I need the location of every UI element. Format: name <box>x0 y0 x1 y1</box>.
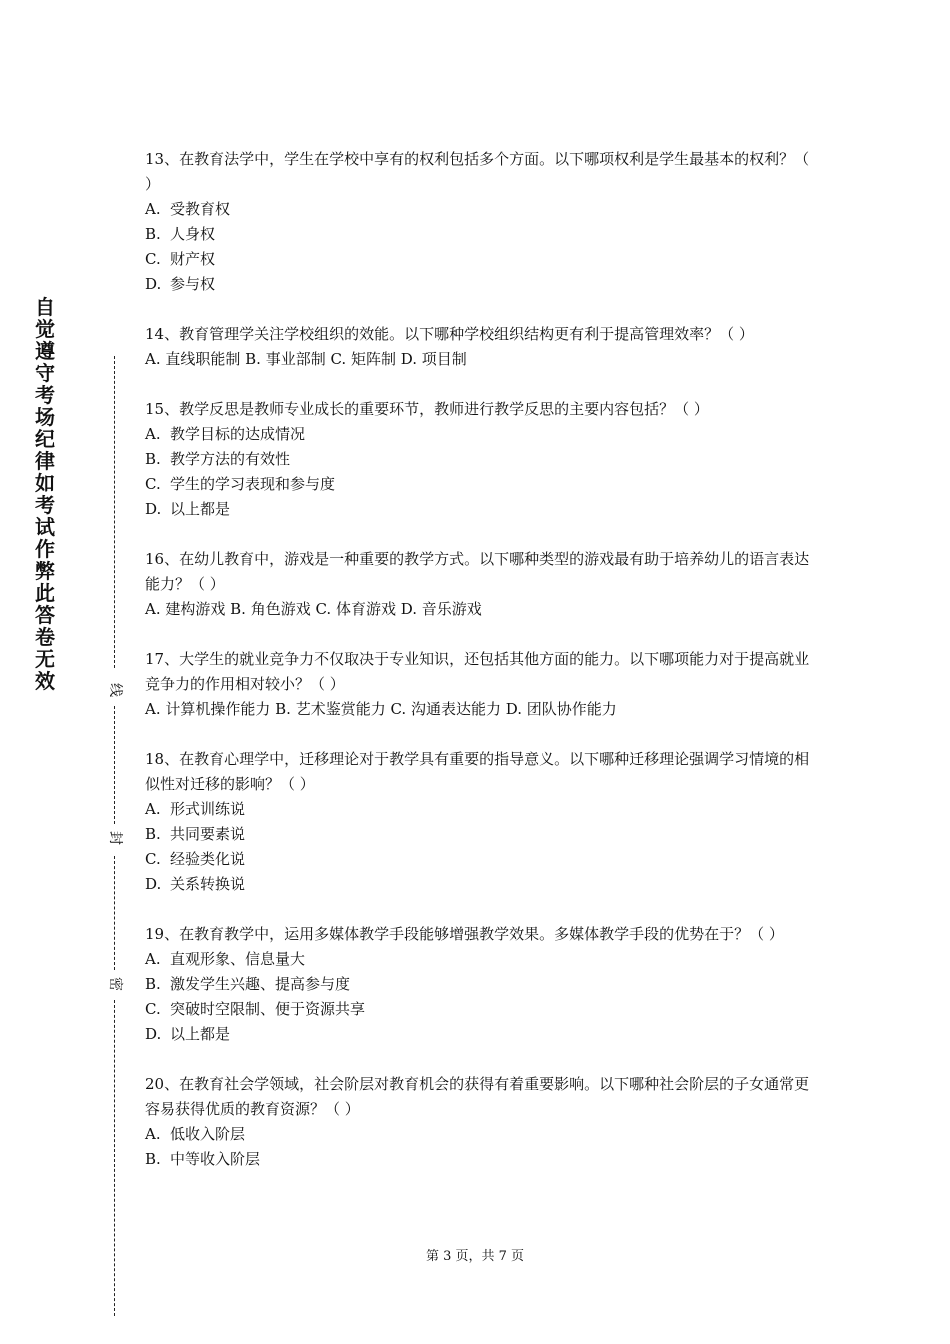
question-16 <box>145 547 815 622</box>
option-text: 经验类化说 <box>170 850 246 868</box>
option-text: 学生的学习表现和参与度 <box>170 475 336 493</box>
option-text: 中等收入阶层 <box>170 1150 261 1168</box>
option-letter: C. <box>145 1000 161 1018</box>
option-list <box>145 197 815 297</box>
option-text: 以上都是 <box>170 1025 231 1043</box>
option-a <box>145 197 815 222</box>
binding-secret-char: 密 <box>107 977 123 991</box>
option-letter: C. <box>145 250 161 268</box>
inline-options: A. 直线职能制 B. 事业部制 C. 矩阵制 D. 项目制 <box>145 350 467 368</box>
option-d <box>145 872 815 897</box>
question-19 <box>145 922 815 1047</box>
option-letter: A. <box>145 425 161 443</box>
question-list <box>145 147 815 1197</box>
question-13 <box>145 147 815 297</box>
option-c <box>145 997 815 1022</box>
inline-options: A. 建构游戏 B. 角色游戏 C. 体育游戏 D. 音乐游戏 <box>145 600 482 618</box>
option-a <box>145 797 815 822</box>
question-stem: 15、教学反思是教师专业成长的重要环节，教师进行教学反思的主要内容包括？（ ） <box>145 400 709 418</box>
binding-dashed-line <box>114 706 115 824</box>
binding-dashed-line <box>114 1000 115 1316</box>
question-20 <box>145 1072 815 1172</box>
option-b <box>145 972 815 997</box>
option-list <box>145 947 815 1047</box>
option-letter: B. <box>145 225 161 243</box>
question-stem: 20、在教育社会学领域，社会阶层对教育机会的获得有着重要影响。以下哪种社会阶层的子女通常更容易获得优质的教育资源？（ ） <box>145 1075 810 1118</box>
option-letter: A. <box>145 950 161 968</box>
question-15 <box>145 397 815 522</box>
option-letter: A. <box>145 1125 161 1143</box>
binding-dashed-line <box>114 356 115 668</box>
question-stem: 17、大学生的就业竞争力不仅取决于专业知识，还包括其他方面的能力。以下哪项能力对于提高就业竞争力的作用相对较小？（ ） <box>145 650 810 693</box>
option-text: 形式训练说 <box>170 800 246 818</box>
option-a <box>145 1122 815 1147</box>
option-letter: B. <box>145 975 161 993</box>
option-text: 关系转换说 <box>170 875 246 893</box>
option-text: 激发学生兴趣、提高参与度 <box>170 975 351 993</box>
option-text: 教学方法的有效性 <box>170 450 291 468</box>
question-14 <box>145 322 815 372</box>
option-text: 财产权 <box>170 250 216 268</box>
option-letter: B. <box>145 825 161 843</box>
option-text: 教学目标的达成情况 <box>170 425 306 443</box>
option-list <box>145 797 815 897</box>
exam-discipline-warning: 自觉遵守考场纪律如考试作弊此答卷无效 <box>35 295 55 693</box>
option-letter: D. <box>145 500 162 518</box>
option-letter: A. <box>145 800 161 818</box>
binding-line-char: 线 <box>107 683 123 697</box>
binding-margin <box>0 0 140 1344</box>
option-text: 以上都是 <box>170 500 231 518</box>
question-stem: 13、在教育法学中，学生在学校中享有的权利包括多个方面。以下哪项权利是学生最基本的权利？（ ） <box>145 150 810 193</box>
question-18 <box>145 747 815 897</box>
option-c <box>145 847 815 872</box>
option-letter: C. <box>145 475 161 493</box>
option-letter: B. <box>145 450 161 468</box>
option-letter: B. <box>145 1150 161 1168</box>
option-text: 共同要素说 <box>170 825 246 843</box>
binding-seal-char: 封 <box>107 831 123 845</box>
option-d <box>145 497 815 522</box>
option-d <box>145 272 815 297</box>
option-c <box>145 472 815 497</box>
option-c <box>145 247 815 272</box>
question-stem: 14、教育管理学关注学校组织的效能。以下哪种学校组织结构更有利于提高管理效率？（ ） <box>145 325 754 343</box>
option-list <box>145 1122 815 1172</box>
question-stem: 16、在幼儿教育中，游戏是一种重要的教学方式。以下哪种类型的游戏最有助于培养幼儿的语言表达能力？（ ） <box>145 550 810 593</box>
option-b <box>145 1147 815 1172</box>
inline-options: A. 计算机操作能力 B. 艺术鉴赏能力 C. 沟通表达能力 D. 团队协作能力 <box>145 700 617 718</box>
option-b <box>145 822 815 847</box>
option-d <box>145 1022 815 1047</box>
page-number: 第 3 页，共 7 页 <box>425 1249 525 1264</box>
question-stem: 18、在教育心理学中，迁移理论对于教学具有重要的指导意义。以下哪种迁移理论强调学习情境的相似性对迁移的影响？（ ） <box>145 750 810 793</box>
option-letter: D. <box>145 1025 162 1043</box>
option-text: 突破时空限制、便于资源共享 <box>170 1000 366 1018</box>
question-17 <box>145 647 815 722</box>
option-text: 直观形象、信息量大 <box>170 950 306 968</box>
binding-dashed-line <box>114 856 115 970</box>
option-text: 低收入阶层 <box>170 1125 246 1143</box>
option-text: 受教育权 <box>170 200 231 218</box>
option-letter: D. <box>145 275 162 293</box>
option-b <box>145 447 815 472</box>
option-list <box>145 422 815 522</box>
option-a <box>145 947 815 972</box>
option-text: 人身权 <box>170 225 216 243</box>
option-a <box>145 422 815 447</box>
option-letter: C. <box>145 850 161 868</box>
option-letter: D. <box>145 875 162 893</box>
option-b <box>145 222 815 247</box>
question-stem: 19、在教育教学中，运用多媒体教学手段能够增强教学效果。多媒体教学手段的优势在于？（ ） <box>145 925 784 943</box>
option-letter: A. <box>145 200 161 218</box>
option-text: 参与权 <box>170 275 216 293</box>
